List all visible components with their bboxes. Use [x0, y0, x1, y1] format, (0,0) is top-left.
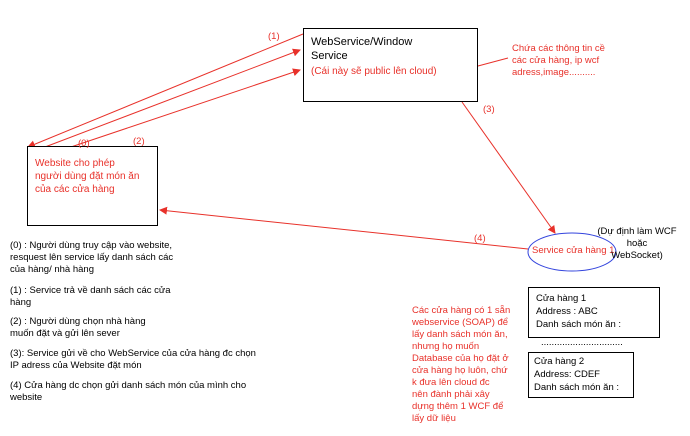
webservice-info-note [512, 43, 605, 79]
arrow-1 [28, 34, 303, 147]
legend-line: IP adress của Website đặt món [10, 360, 142, 371]
store-note-line: lấy danh sách món ăn, [412, 329, 508, 340]
legend-line: resquest lên service lấy danh sách các [10, 252, 174, 263]
arrow-label-3: (3) [483, 104, 495, 115]
arrow-label-1: (1) [268, 31, 280, 42]
arrow-3 [462, 102, 555, 233]
store-2-box [528, 352, 634, 398]
legend-line: (2) : Người dùng chọn nhà hàng [10, 316, 146, 327]
arrow-label-0: (0) [78, 138, 90, 149]
service-store-label: Service cửa hàng 1 [532, 245, 615, 256]
legend-item-4 [10, 380, 246, 404]
store-2-menu: Danh sách món ăn : [534, 382, 620, 393]
store-note-line: cửa hàng họ luôn, chứ [412, 365, 508, 376]
legend-item-1 [10, 285, 171, 309]
legend-line: hàng [10, 297, 32, 308]
arrow-0 [45, 50, 300, 147]
store-2-address: Address: CDEF [534, 369, 600, 380]
webservice-note: (Cái này sẽ public lên cloud) [311, 66, 437, 77]
store-1-menu: Danh sách món ăn : [536, 319, 622, 330]
website-line: của các cửa hàng [35, 184, 115, 195]
website-line: Website cho phép [35, 158, 115, 169]
legend-line: website [10, 392, 43, 403]
legend-line: (0) : Người dùng truy cập vào website, [10, 240, 173, 251]
store-1-name: Cửa hàng 1 [536, 293, 587, 304]
legend-item-3 [10, 348, 256, 372]
store-webservice-note [412, 305, 510, 425]
legend-line: muốn đặt và gửi lên sever [10, 328, 120, 339]
legend-item-0 [10, 240, 173, 276]
store-note-line: webservice (SOAP) để [412, 317, 509, 328]
store-1-address: Address : ABC [536, 306, 598, 317]
arrow-2 [65, 70, 300, 149]
arrow-label-2: (2) [133, 136, 145, 147]
legend-line: (3): Service gửi về cho WebService của cửa hàng đc chọn [10, 348, 256, 359]
store-note-line: k đưa lên cloud đc [412, 377, 490, 388]
info-note-line: adress,image.......... [512, 67, 596, 78]
ellipsis-separator: ............................... [541, 337, 623, 348]
store-note-line: nên đành phải xây [412, 389, 490, 400]
wcf-note-line: (Dự định làm WCF [597, 226, 677, 237]
store-note-line: dựng thêm 1 WCF để [412, 401, 504, 412]
website-box [27, 146, 158, 226]
store-note-line: nhưng họ muốn [412, 341, 480, 352]
store-1-box [528, 287, 660, 338]
store-2-name: Cửa hàng 2 [534, 356, 585, 367]
legend-line: (4) Cửa hàng dc chọn gửi danh sách món của mình cho [10, 380, 247, 391]
info-note-line: các cửa hàng, ip wcf [512, 55, 600, 66]
wcf-note [592, 226, 682, 262]
webservice-title-line2: Service [311, 50, 348, 62]
store-note-line: Các cửa hàng có 1 sẵn [412, 305, 511, 316]
website-line: người dùng đặt món ăn [35, 171, 140, 182]
legend-item-2 [10, 316, 146, 340]
legend-line: của hàng/ nhà hàng [10, 264, 94, 275]
legend-line: (1) : Service trả về danh sách các cửa [10, 285, 171, 296]
store-note-line: lấy dữ liệu [412, 413, 456, 424]
store-note-line: Database của họ đặt ở [412, 353, 509, 364]
webservice-box [303, 28, 478, 102]
wcf-note-line: WebSocket) [611, 250, 663, 261]
arrow-label-4: (4) [474, 233, 486, 244]
webservice-title-line1: WebService/Window [311, 36, 413, 48]
note-connector [478, 58, 508, 66]
wcf-note-line: hoặc [626, 238, 648, 249]
website-description [35, 157, 139, 196]
arrow-4 [160, 210, 528, 249]
info-note-line: Chứa các thông tin cề [512, 43, 605, 54]
